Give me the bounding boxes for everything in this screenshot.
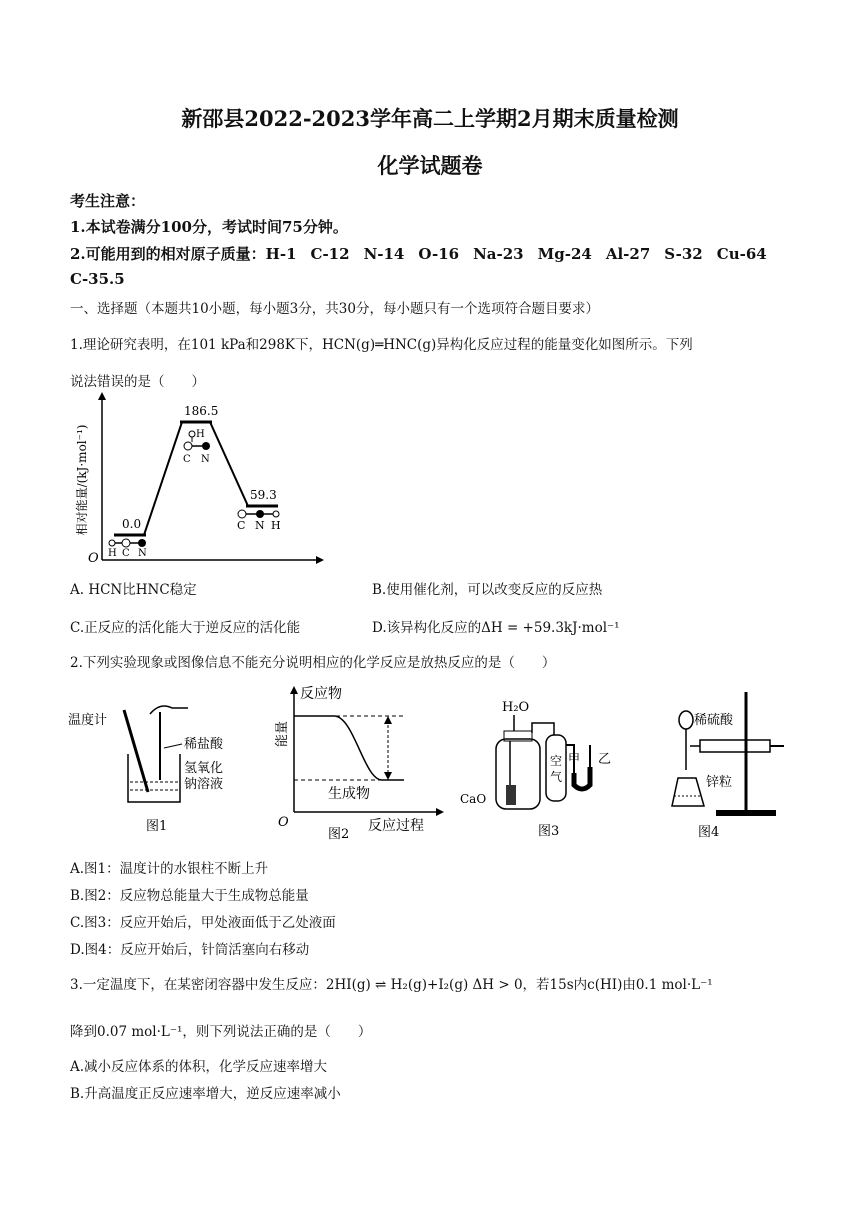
notice-line-1: 1.本试卷满分100分，考试时间75分钟。 [70,218,348,236]
y-axis-arrow [98,392,106,400]
origin-label: O [88,551,99,566]
q2-option-a: A.图1：温度计的水银柱不断上升 [70,861,269,877]
section-1-heading: 一、选择题（本题共10小题，每小题3分，共30分，每小题只有一个选项符合题目要求） [70,301,599,317]
dropper-hand [150,706,188,714]
q1-stem-line-1: 1.理论研究表明，在101 kPa和298K下，HCN(g)═HNC(g)异构化反应过程的能量变化如图所示。下列 [70,337,693,353]
caption-fig-1: 图1 [146,819,168,834]
q2-figure-2 [270,682,450,842]
q1-option-b: B.使用催化剂，可以改变反应的反应热 [372,582,603,598]
q2-figure-4 [660,682,790,842]
fig2-origin: O [278,815,289,830]
fig4-syringe [700,740,770,752]
svg-text:N: N [255,519,265,532]
q3-stem-line-1: 3.一定温度下，在某密闭容器中发生反应：2HI(g) ⇌ H₂(g)+I₂(g) ΔH > 0，若15s内c(HI)由0.1 mol·L⁻¹ [70,977,713,993]
paper-title: 新邵县2022-2023学年高二上学期2月期末质量检测 [181,106,679,131]
notice-line-2-prefix: 2.可能用到的相对原子质量： [70,245,266,263]
q3-stem-line-2: 降到0.07 mol·L⁻¹，则下列说法正确的是（ ） [70,1024,372,1040]
q1-energy-diagram [70,392,330,570]
q2-option-d: D.图4：反应开始后，针筒活塞向右移动 [70,942,310,958]
beaker [128,754,180,802]
atom-mass-item: Mg-24 [537,245,592,263]
fig2-reactant-label: 反应物 [300,686,342,702]
fig3-air-1: 空 [550,754,563,768]
fig3-flask [496,739,540,809]
svg-text:H: H [271,519,281,532]
atom-mass-item: Na-23 [473,245,524,263]
fig4-flask [672,778,704,806]
q1-stem-line-2: 说法错误的是（ ） [70,374,205,390]
label-base-1: 氢氧化 [184,761,224,776]
q1-option-d: D.该异构化反应的ΔH = +59.3kJ·mol⁻¹ [372,620,620,636]
fig3-cao-label: CaO [460,792,487,806]
label-base-2: 钠溶液 [184,777,224,792]
atom-mass-item: H-1 [265,245,297,263]
q2-option-b: B.图2：反应物总能量大于生成物总能量 [70,888,309,904]
svg-text:H: H [196,429,205,440]
fig3-yi-label: 乙 [598,752,612,767]
molecule-hnc [237,510,281,532]
q2-option-c: C.图3：反应开始后，甲处液面低于乙处液面 [70,915,336,931]
svg-text:N: N [138,548,147,559]
fig4-funnel [679,711,693,729]
fig3-jia-label: 甲 [568,752,581,766]
atom-mass-item: O-16 [418,245,460,263]
fig2-product-label: 生成物 [328,786,370,802]
fig4-acid-label: 稀硫酸 [694,713,734,728]
label-acid: 稀盐酸 [184,737,224,752]
q3-option-a: A.减小反应体系的体积，化学反应速率增大 [70,1059,328,1075]
q2-figure-1 [68,692,258,842]
fig2-ylabel: 能量 [275,720,290,748]
molecule-hcn [108,539,147,559]
notice-heading: 考生注意： [70,192,146,210]
atom-mass-item: Al-27 [605,245,651,263]
fig3-cao [506,785,516,805]
atom-mass-item: N-14 [363,245,405,263]
fig3-water-label: H₂O [502,700,530,715]
label-thermometer: 温度计 [68,713,108,728]
q3-option-b: B.升高温度正反应速率增大，逆反应速率减小 [70,1086,341,1102]
q2-figure-3 [458,695,628,843]
svg-text:C: C [122,548,130,559]
level-label-2: 59.3 [250,488,277,502]
atom-mass-list [266,245,781,263]
level-label-0: 0.0 [122,517,142,531]
molecule-transition-state [183,429,210,465]
q1-option-c: C.正反应的活化能大于逆反应的活化能 [70,620,301,636]
x-axis-arrow [316,556,324,564]
svg-text:H: H [108,548,117,559]
caption-fig-4: 图4 [698,825,720,840]
fig3-air-2: 气 [550,770,563,784]
caption-fig-3: 图3 [538,824,560,839]
svg-text:C: C [183,454,191,465]
svg-text:C: C [237,519,246,532]
atom-mass-item: Cu-64 [716,245,767,263]
y-axis-label: 相对能量/(kJ·mol⁻¹) [75,424,89,536]
atom-mass-wrap: C-35.5 [70,270,125,288]
fig4-zinc-label: 锌粒 [706,775,733,790]
caption-fig-2: 图2 [328,827,350,842]
q1-option-a: A. HCN比HNC稳定 [70,582,197,598]
paper-subtitle: 化学试题卷 [377,153,483,178]
atom-mass-item: S-32 [664,245,703,263]
atom-mass-item: C-12 [310,245,350,263]
fig2-xlabel: 反应过程 [368,818,424,834]
q2-stem: 2.下列实验现象或图像信息不能充分说明相应的化学反应是放热反应的是（ ） [70,655,556,671]
notice-line-2 [70,243,790,264]
level-label-1: 186.5 [184,404,219,418]
svg-text:N: N [201,454,210,465]
